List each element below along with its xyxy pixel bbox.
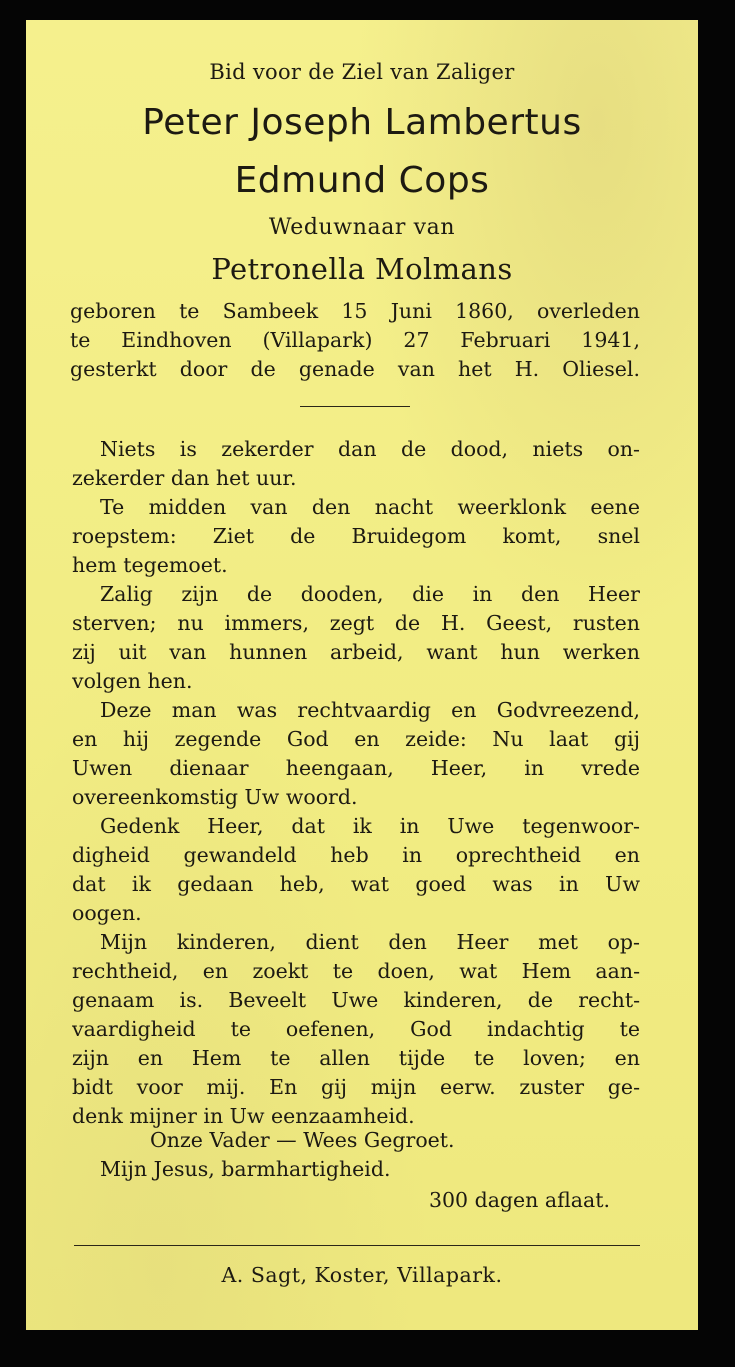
text-line: Uwen dienaar heengaan, Heer, in vrede <box>72 756 640 780</box>
life-facts <box>70 297 640 384</box>
prayer-line: Mijn Jesus, barmhartigheid. <box>100 1157 391 1181</box>
text-line: sterven; nu immers, zegt de H. Geest, rusten <box>72 611 640 635</box>
text-line: dat ik gedaan heb, wat goed was in Uw <box>72 872 640 896</box>
short-divider <box>300 406 410 407</box>
memorial-text <box>72 435 640 1131</box>
printer-credit: A. Sagt, Koster, Villapark. <box>221 1263 503 1287</box>
life-fact-line: gesterkt door de genade van het H. Oliesel. <box>70 357 640 381</box>
text-line: Te midden van den nacht weerklonk eene <box>100 495 640 519</box>
deceased-name-line-2: Edmund Cops <box>234 160 490 201</box>
text-line: overeenkomstig Uw woord. <box>72 785 358 809</box>
text-line: vaardigheid te oefenen, God indachtig te <box>72 1017 640 1041</box>
text-line: Gedenk Heer, dat ik in Uwe tegenwoor- <box>100 814 640 838</box>
text-line: Mijn kinderen, dient den Heer met op- <box>100 930 640 954</box>
widower-label: Weduwnaar van <box>268 215 456 240</box>
prayer-line: Onze Vader — Wees Gegroet. <box>150 1128 455 1152</box>
deceased-name-line-1: Peter Joseph Lambertus <box>142 102 582 143</box>
life-fact-line: te Eindhoven (Villapark) 27 Februari 1941, <box>70 328 640 352</box>
indulgence-text: 300 dagen aflaat. <box>428 1188 610 1212</box>
text-line: rechtheid, en zoekt te doen, wat Hem aan- <box>72 959 640 983</box>
text-line: hem tegemoet. <box>72 553 228 577</box>
text-line: bidt voor mij. En gij mijn eerw. zuster ge- <box>72 1075 640 1099</box>
text-line: zijn en Hem te allen tijde te loven; en <box>72 1046 640 1070</box>
text-line: Deze man was rechtvaardig en Godvreezend, <box>100 698 640 722</box>
text-line: Zalig zijn de dooden, die in den Heer <box>100 582 640 606</box>
memorial-card <box>26 20 698 1330</box>
intro-text: Bid voor de Ziel van Zaliger <box>209 60 515 84</box>
text-line: en hij zegende God en zeide: Nu laat gij <box>72 727 640 751</box>
text-line: roepstem: Ziet de Bruidegom komt, snel <box>72 524 640 548</box>
long-divider <box>74 1245 640 1246</box>
text-line: zij uit van hunnen arbeid, want hun werken <box>72 640 640 664</box>
text-line: Niets is zekerder dan de dood, niets on- <box>100 437 640 461</box>
text-line: zekerder dan het uur. <box>72 466 297 490</box>
spouse-name: Petronella Molmans <box>211 252 513 286</box>
life-fact-line: geboren te Sambeek 15 Juni 1860, overleden <box>70 299 640 323</box>
text-line: genaam is. Beveelt Uwe kinderen, de recht- <box>72 988 640 1012</box>
text-line: digheid gewandeld heb in oprechtheid en <box>72 843 640 867</box>
text-line: denk mijner in Uw eenzaamheid. <box>72 1104 415 1128</box>
text-line: oogen. <box>72 901 142 925</box>
text-line: volgen hen. <box>72 669 193 693</box>
